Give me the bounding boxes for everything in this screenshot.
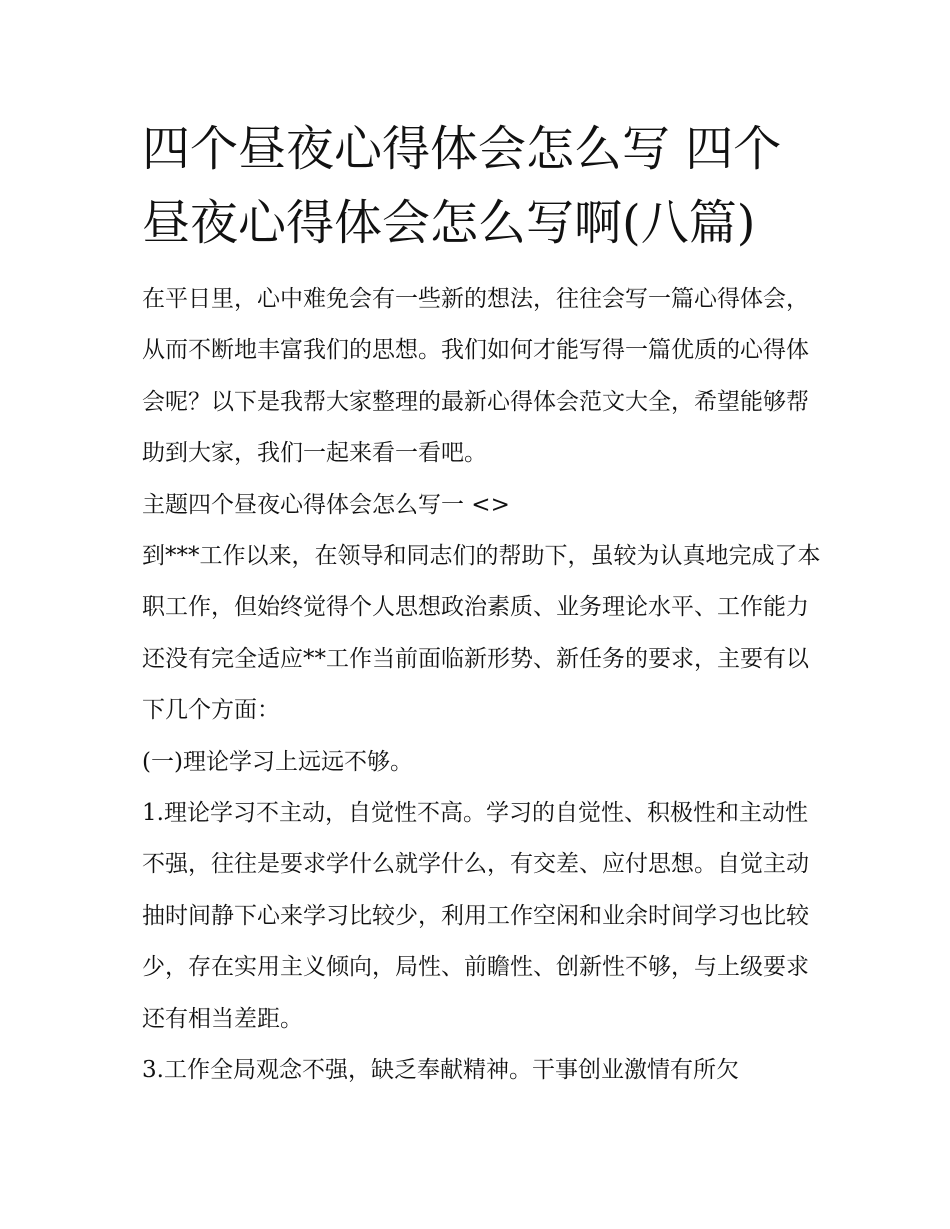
document-title: 四个昼夜心得体会怎么写 四个昼夜心得体会怎么写啊(八篇) bbox=[142, 121, 782, 251]
section-heading: 主题四个昼夜心得体会怎么写一 <> bbox=[142, 491, 510, 518]
body-paragraph: 到***工作以来，在领导和同志们的帮助下，虽较为认真地完成了本职工作，但始终觉得个人思想政治素质、业务理论水平、工作能力还没有完全适应**工作当前面临新形势、新任务的要求，主要有以下几个方面： bbox=[142, 543, 821, 724]
intro-paragraph: 在平日里，心中难免会有一些新的想法，往往会写一篇心得体会，从而不断地丰富我们的思想。我们如何才能写得一篇优质的心得体会呢？以下是我帮大家整理的最新心得体会范文大全，希望能够帮助到大家，我们一起来看一看吧。 bbox=[142, 286, 809, 467]
body-paragraph: 1.理论学习不主动，自觉性不高。学习的自觉性、积极性和主动性不强，往往是要求学什么就学什么，有交差、应付思想。自觉主动抽时间静下心来学习比较少，利用工作空闲和业余时间学习也比较少，存在实用主义倾向，局性、前瞻性、创新性不够，与上级要求还有相当差距。 bbox=[142, 800, 809, 1032]
document-body bbox=[142, 112, 822, 1097]
body-paragraph: 3.工作全局观念不强，缺乏奉献精神。干事创业激情有所欠 bbox=[142, 1057, 739, 1084]
subsection-heading: (一)理论学习上远远不够。 bbox=[142, 748, 413, 775]
